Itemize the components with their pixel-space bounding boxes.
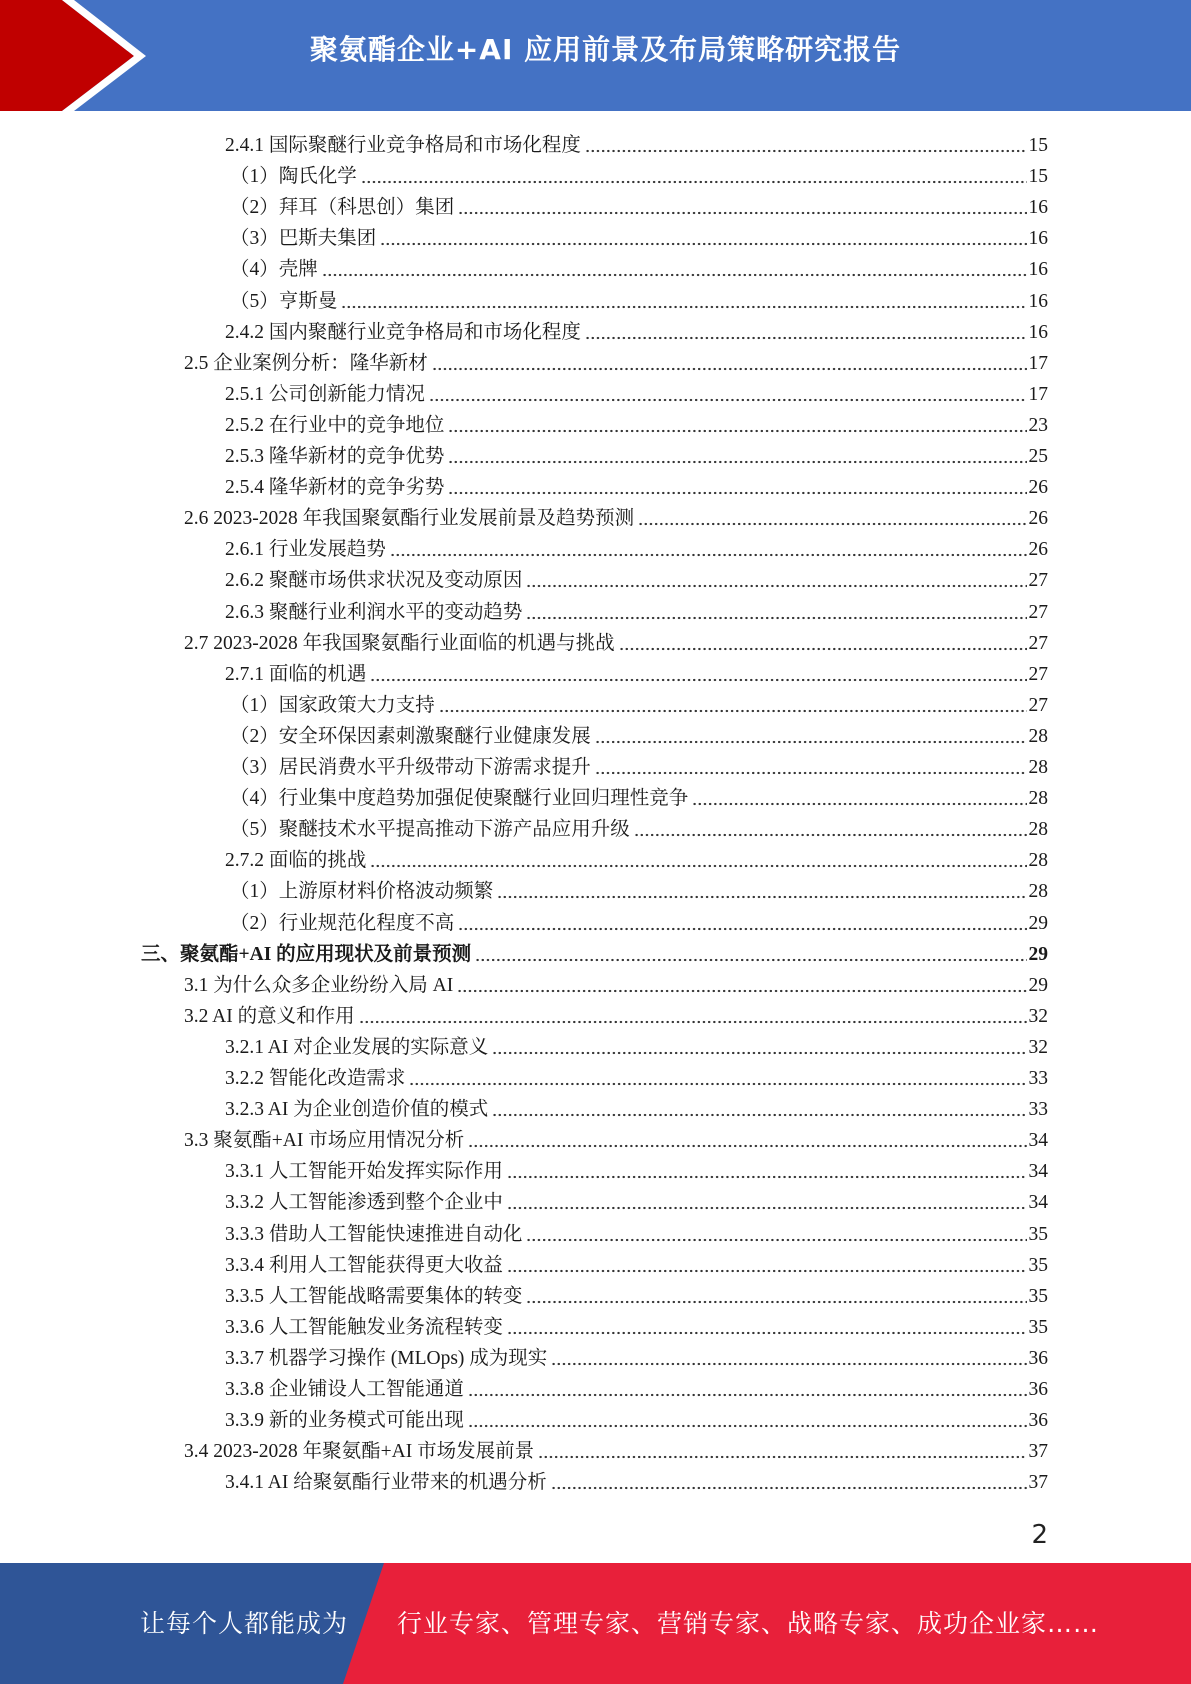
header-bar <box>0 0 1191 111</box>
toc-dot-leader <box>492 1113 1026 1117</box>
toc-entry-page: 27 <box>1028 601 1048 623</box>
toc-entry[interactable] <box>225 1278 1048 1309</box>
toc-dot-leader <box>619 647 1027 651</box>
toc-entry-title: 2.5.1 公司创新能力情况 <box>225 383 425 405</box>
toc-entry-page: 34 <box>1028 1130 1048 1152</box>
toc-dot-leader <box>370 678 1026 682</box>
toc-entry[interactable] <box>230 811 1048 842</box>
toc-dot-leader <box>638 522 1026 526</box>
toc-entry-page: 36 <box>1028 1410 1048 1432</box>
toc-entry-title: 3.3.8 企业铺设人工智能通道 <box>225 1379 464 1400</box>
toc-entry-title: 2.7.1 面临的机遇 <box>225 663 367 685</box>
toc-entry-page: 33 <box>1028 1099 1048 1121</box>
toc-entry-page: 37 <box>1028 1472 1048 1494</box>
toc-entry-title: 三、聚氨酯+AI 的应用现状及前景预测 <box>141 943 472 965</box>
toc-entry[interactable] <box>225 1153 1048 1184</box>
toc-dot-leader <box>409 1082 1026 1086</box>
toc-entry-page: 36 <box>1028 1379 1048 1400</box>
toc-entry-title: 3.2.3 AI 为企业创造价值的模式 <box>225 1099 489 1121</box>
toc-entry-page: 35 <box>1028 1285 1048 1307</box>
toc-entry-page: 28 <box>1028 788 1048 810</box>
toc-dot-leader <box>448 429 1026 433</box>
toc-dot-leader <box>361 180 1027 184</box>
toc-dot-leader <box>475 958 1026 962</box>
toc-entry[interactable] <box>184 1122 1048 1153</box>
page-number: 2 <box>1031 1520 1048 1550</box>
toc-entry[interactable] <box>225 1060 1048 1091</box>
toc-entry-title: 3.3.4 利用人工智能获得更大收益 <box>225 1254 503 1276</box>
toc-dot-leader <box>507 1175 1027 1179</box>
toc-entry[interactable] <box>230 873 1048 904</box>
toc-entry-page: 16 <box>1028 321 1048 343</box>
toc-entry-page: 26 <box>1028 477 1048 499</box>
toc-dot-leader <box>526 584 1026 588</box>
toc-entry-page: 15 <box>1028 166 1048 188</box>
toc-entry-page: 33 <box>1028 1068 1048 1089</box>
toc-dot-leader <box>551 1486 1027 1490</box>
toc-entry-title: 3.3.1 人工智能开始发挥实际作用 <box>225 1161 503 1183</box>
toc-entry-title: 3.2.1 AI 对企业发展的实际意义 <box>225 1036 489 1058</box>
toc-dot-leader <box>507 1269 1027 1273</box>
toc-dot-leader <box>457 989 1026 993</box>
toc-entry[interactable] <box>230 718 1048 749</box>
toc-entry-page: 28 <box>1028 757 1048 778</box>
toc-entry-title: 2.5.3 隆华新材的竞争优势 <box>225 446 445 467</box>
toc-dot-leader <box>322 273 1027 277</box>
toc-entry[interactable] <box>225 1464 1048 1495</box>
toc-entry[interactable] <box>225 1091 1048 1122</box>
toc-dot-leader <box>341 305 1026 309</box>
toc-dot-leader <box>468 1144 1026 1148</box>
toc-dot-leader <box>492 1051 1026 1055</box>
toc-entry-page: 34 <box>1028 1192 1048 1214</box>
toc-entry[interactable] <box>225 1340 1048 1371</box>
toc-entry-page: 28 <box>1028 819 1048 841</box>
toc-entry-page: 27 <box>1028 663 1048 685</box>
toc-entry-title: 2.4.2 国内聚醚行业竞争格局和市场化程度 <box>225 321 581 343</box>
toc-dot-leader <box>526 1238 1026 1242</box>
toc-entry[interactable] <box>225 407 1048 438</box>
toc-entry[interactable] <box>230 905 1048 936</box>
toc-entry[interactable] <box>225 1216 1048 1247</box>
toc-dot-leader <box>380 242 1026 246</box>
toc-entry[interactable] <box>230 749 1048 780</box>
toc-dot-leader <box>595 740 1027 744</box>
toc-dot-leader <box>526 616 1026 620</box>
toc-entry-page: 17 <box>1028 352 1048 374</box>
toc-entry[interactable] <box>225 1184 1048 1215</box>
toc-entry-page: 16 <box>1028 259 1048 281</box>
toc-entry[interactable] <box>225 438 1048 469</box>
footer-slogan-right: 行业专家、管理专家、营销专家、战略专家、成功企业家…… <box>397 1609 1100 1638</box>
toc-entry[interactable] <box>141 936 1048 967</box>
toc-entry-page: 34 <box>1028 1161 1048 1183</box>
toc-entry-title: 3.4.1 AI 给聚氨酯行业带来的机遇分析 <box>225 1472 547 1494</box>
toc-dot-leader <box>526 1300 1026 1304</box>
toc-entry[interactable] <box>230 283 1048 314</box>
toc-entry-page: 27 <box>1028 694 1048 716</box>
toc-entry-title: 2.5.2 在行业中的竞争地位 <box>225 414 445 436</box>
toc-dot-leader <box>538 1455 1026 1459</box>
toc-entry-page: 28 <box>1028 850 1048 872</box>
toc-entry-title: 3.3.7 机器学习操作 (MLOps) 成为现实 <box>225 1347 548 1369</box>
toc-entry-page: 32 <box>1028 1036 1048 1058</box>
toc-entry-title: 2.4.1 国际聚醚行业竞争格局和市场化程度 <box>225 135 581 156</box>
toc-entry-title: （1）上游原材料价格波动频繁 <box>230 881 494 903</box>
toc-entry-title: （5）亨斯曼 <box>230 290 338 312</box>
toc-entry-page: 28 <box>1028 881 1048 903</box>
toc-entry[interactable] <box>225 594 1048 625</box>
toc-dot-leader <box>458 211 1026 215</box>
toc-entry[interactable] <box>225 1029 1048 1060</box>
toc-entry[interactable] <box>184 998 1048 1029</box>
toc-entry-title: （3）巴斯夫集团 <box>230 228 377 250</box>
toc-entry-page: 32 <box>1028 1005 1048 1027</box>
toc-entry-page: 16 <box>1028 228 1048 250</box>
toc-entry[interactable] <box>184 1433 1048 1464</box>
toc-entry-page: 35 <box>1028 1254 1048 1276</box>
toc-dot-leader <box>551 1362 1026 1366</box>
toc-entry-page: 37 <box>1028 1441 1048 1463</box>
toc-entry-title: 2.7.2 面临的挑战 <box>225 850 367 872</box>
toc-entry[interactable] <box>225 842 1048 873</box>
toc-dot-leader <box>468 1424 1027 1428</box>
toc-dot-leader <box>390 553 1027 557</box>
toc-dot-leader <box>429 398 1027 402</box>
toc-entry-title: 2.5.4 隆华新材的竞争劣势 <box>225 477 445 499</box>
toc-entry-page: 23 <box>1028 414 1048 436</box>
toc-entry-page: 28 <box>1028 725 1048 747</box>
toc-entry-title: 3.3.3 借助人工智能快速推进自动化 <box>225 1223 523 1245</box>
toc-entry[interactable] <box>230 780 1048 811</box>
toc-entry-title: （3）居民消费水平升级带动下游需求提升 <box>230 757 591 778</box>
toc-entry-page: 26 <box>1028 539 1048 561</box>
toc-entry-title: （4）行业集中度趋势加强促使聚醚行业回归理性竞争 <box>230 788 689 810</box>
toc-entry-page: 29 <box>1028 974 1048 996</box>
toc-entry-page: 27 <box>1028 570 1048 592</box>
toc-dot-leader <box>468 1393 1027 1397</box>
toc-dot-leader <box>585 336 1027 340</box>
toc-entry-title: （5）聚醚技术水平提高推动下游产品应用升级 <box>230 819 630 841</box>
toc-entry-page: 29 <box>1028 943 1048 965</box>
toc-entry-title: 2.7 2023-2028 年我国聚氨酯行业面临的机遇与挑战 <box>184 632 615 654</box>
toc-entry-title: 2.6.3 聚醚行业利润水平的变动趋势 <box>225 601 523 623</box>
toc-entry-page: 35 <box>1028 1223 1048 1245</box>
toc-entry-title: 2.5 企业案例分析：隆华新材 <box>184 352 428 374</box>
footer-slogan-left: 让每个人都能成为 <box>140 1609 349 1638</box>
toc-entry-page: 36 <box>1028 1347 1048 1369</box>
toc-dot-leader <box>359 1020 1027 1024</box>
toc-dot-leader <box>507 1331 1027 1335</box>
toc-entry-page: 26 <box>1028 508 1048 530</box>
toc-dot-leader <box>585 149 1027 153</box>
toc-entry-title: （1）国家政策大力支持 <box>230 694 435 716</box>
toc-entry[interactable] <box>225 562 1048 593</box>
toc-entry-title: （2）行业规范化程度不高 <box>230 912 455 934</box>
toc-entry[interactable] <box>225 469 1048 500</box>
toc-entry-title: 3.3.2 人工智能渗透到整个企业中 <box>225 1192 503 1214</box>
toc-entry[interactable] <box>225 1247 1048 1278</box>
toc-entry[interactable] <box>230 189 1048 220</box>
toc-entry[interactable] <box>230 158 1048 189</box>
footer-bar <box>0 1563 1191 1684</box>
toc-entry[interactable] <box>184 500 1048 531</box>
toc-entry-title: 2.6.1 行业发展趋势 <box>225 539 386 561</box>
toc-entry-title: 3.2 AI 的意义和作用 <box>184 1005 355 1027</box>
toc-entry[interactable] <box>225 314 1048 345</box>
toc-dot-leader <box>448 460 1026 464</box>
toc-entry[interactable] <box>225 127 1048 158</box>
toc-entry-page: 16 <box>1028 290 1048 312</box>
toc-entry-title: （2）安全环保因素刺激聚醚行业健康发展 <box>230 725 591 747</box>
toc-entry-page: 25 <box>1028 446 1048 467</box>
toc-entry[interactable] <box>225 1402 1048 1433</box>
toc-dot-leader <box>432 367 1027 371</box>
toc-dot-leader <box>458 927 1026 931</box>
toc-dot-leader <box>448 491 1026 495</box>
toc-entry[interactable] <box>184 345 1048 376</box>
toc-entry[interactable] <box>225 1371 1048 1402</box>
document-title: 聚氨酯企业+AI 应用前景及布局策略研究报告 <box>309 33 902 66</box>
toc-entry-title: 3.3 聚氨酯+AI 市场应用情况分析 <box>184 1130 465 1152</box>
toc-entry[interactable] <box>225 1309 1048 1340</box>
toc-entry-page: 29 <box>1028 912 1048 934</box>
toc-entry-page: 15 <box>1028 135 1048 156</box>
toc-entry[interactable] <box>184 625 1048 656</box>
toc-entry-title: 3.2.2 智能化改造需求 <box>225 1068 406 1089</box>
toc-entry[interactable] <box>225 376 1048 407</box>
toc-entry-title: （1）陶氏化学 <box>230 166 357 188</box>
toc-entry-title: 3.3.6 人工智能触发业务流程转变 <box>225 1316 503 1338</box>
toc-entry-title: 3.4 2023-2028 年聚氨酯+AI 市场发展前景 <box>184 1441 535 1463</box>
toc-entry-page: 17 <box>1028 383 1048 405</box>
toc-dot-leader <box>634 833 1027 837</box>
toc-entry-title: 3.3.9 新的业务模式可能出现 <box>225 1410 464 1432</box>
toc-entry-title: （4）壳牌 <box>230 259 318 281</box>
toc-entry-page: 16 <box>1028 197 1048 219</box>
toc-entry-title: 3.3.5 人工智能战略需要集体的转变 <box>225 1285 523 1307</box>
toc-dot-leader <box>595 771 1027 775</box>
toc-entry[interactable] <box>184 967 1048 998</box>
toc-entry-title: 2.6.2 聚醚市场供求状况及变动原因 <box>225 570 523 592</box>
toc-dot-leader <box>439 709 1027 713</box>
toc-entry-page: 35 <box>1028 1316 1048 1338</box>
toc-entry[interactable] <box>230 251 1048 282</box>
toc-entry-title: 3.1 为什么众多企业纷纷入局 AI <box>184 974 454 996</box>
toc-entry[interactable] <box>225 656 1048 687</box>
toc-dot-leader <box>370 864 1026 868</box>
toc-entry-page: 27 <box>1028 632 1048 654</box>
toc-entry[interactable] <box>230 220 1048 251</box>
toc-entry-title: 2.6 2023-2028 年我国聚氨酯行业发展前景及趋势预测 <box>184 508 635 530</box>
toc-dot-leader <box>692 802 1026 806</box>
toc-entry-title: （2）拜耳（科思创）集团 <box>230 197 455 219</box>
toc-entry[interactable] <box>230 687 1048 718</box>
toc-dot-leader <box>497 895 1026 899</box>
toc-entry[interactable] <box>225 531 1048 562</box>
toc-dot-leader <box>507 1206 1027 1210</box>
